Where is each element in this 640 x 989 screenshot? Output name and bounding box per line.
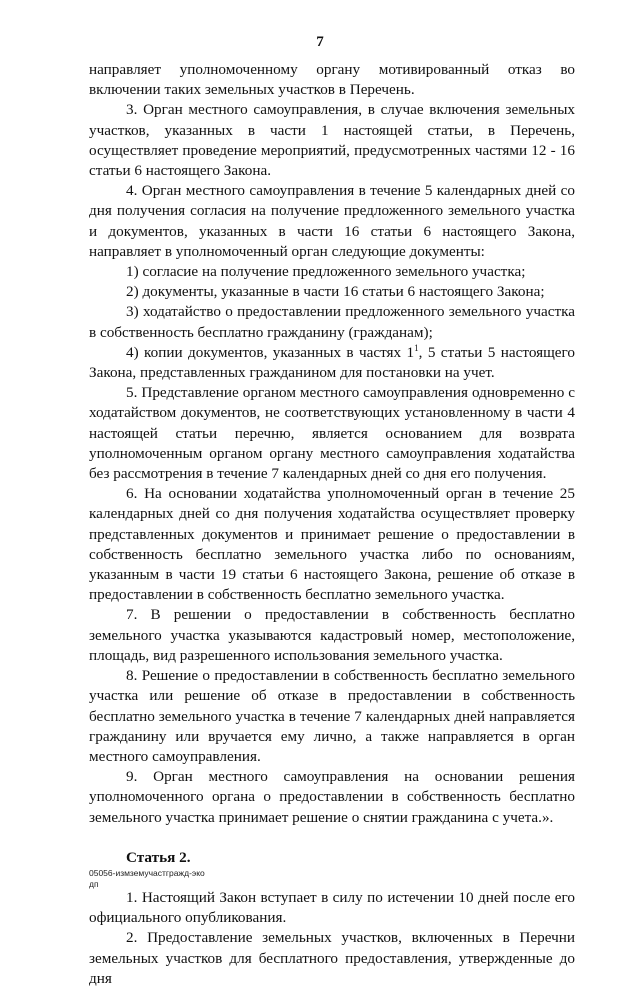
list-item: 3) ходатайство о предоставлении предложенного земельного участка в собственность бесплатно гражданину (гражданам); xyxy=(89,303,575,341)
superscript: 1 xyxy=(414,342,419,353)
paragraph: 7. В решении о предоставлении в собственность бесплатно земельного участка указываются кадастровый номер, местоположение, площадь, вид разрешенного использования земельного участка. xyxy=(89,606,575,664)
paragraph: 8. Решение о предоставлении в собственность бесплатно земельного участка или решение об отказе в предоставлении в собственность бесплатно земельного участка в течение 7 календарных дней направляется гражданину или вручается ему лично, а также направляется в орган местного самоуправления. xyxy=(89,667,575,765)
document-body xyxy=(89,60,575,989)
list-item: 2) документы, указанные в части 16 статьи 6 настоящего Закона; xyxy=(126,283,545,301)
paragraph: направляет уполномоченному органу мотивированный отказ во включении таких земельных участков в Перечень. xyxy=(89,61,575,99)
footer-code: 05056-измземучастгражд-эко xyxy=(89,868,205,878)
footer-initials: дп xyxy=(89,879,99,889)
paragraph: 9. Орган местного самоуправления на основании решения уполномоченного органа о предоставлении в собственность бесплатно земельного участка принимает решение о снятии гражданина с учета.». xyxy=(89,768,575,826)
paragraph: 5. Представление органом местного самоуправления одновременно с ходатайством документов, не соответствующих установленному в части 4 настоящей статьи перечню, является основанием для возврата уполномоченным органом органу местного самоуправления ходатайства без рассмотрения в течение 7 календарных дней со дня его получения. xyxy=(89,384,575,483)
paragraph: 4. Орган местного самоуправления в течение 5 календарных дней со дня получения согласия на получение предложенного земельного участка и документов, указанных в части 16 статьи 6 настоящего Закона, направляет в уполномоченный орган следующие документы: xyxy=(89,182,575,260)
page-number: 7 xyxy=(316,34,324,50)
paragraph: 6. На основании ходатайства уполномоченный орган в течение 25 календарных дней со дня получения ходатайства осуществляет проверку представленных документов и принимает решение о предоставлении в собственность бесплатно земельного участка либо по основаниям, указанным в части 19 статьи 6 настоящего Закона, решение об отказе в предоставлении в собственность бесплатно земельного участка. xyxy=(89,485,575,604)
paragraph: 2. Предоставление земельных участков, включенных в Перечни земельных участков для бесплатного предоставления, утвержденные до дня xyxy=(89,929,575,987)
list-item-text: , 5 статьи 5 настоящего Закона, представленных гражданином для постановки на учет. xyxy=(89,343,575,382)
document-footer xyxy=(89,868,205,890)
list-item xyxy=(89,343,575,383)
list-item: 1) согласие на получение предложенного земельного участка; xyxy=(126,263,526,281)
paragraph: 3. Орган местного самоуправления, в случае включения земельных участков, указанных в части 1 настоящей статьи, в Перечень, осуществляет проведение мероприятий, предусмотренных частями 12 - 16 статьи 6 настоящего Закона. xyxy=(89,101,575,180)
list-item-text: 4) копии документов, указанных в частях 1 xyxy=(126,343,415,361)
article-heading: Статья 2. xyxy=(126,848,191,866)
paragraph: 1. Настоящий Закон вступает в силу по истечении 10 дней после его официального опубликования. xyxy=(89,888,575,927)
